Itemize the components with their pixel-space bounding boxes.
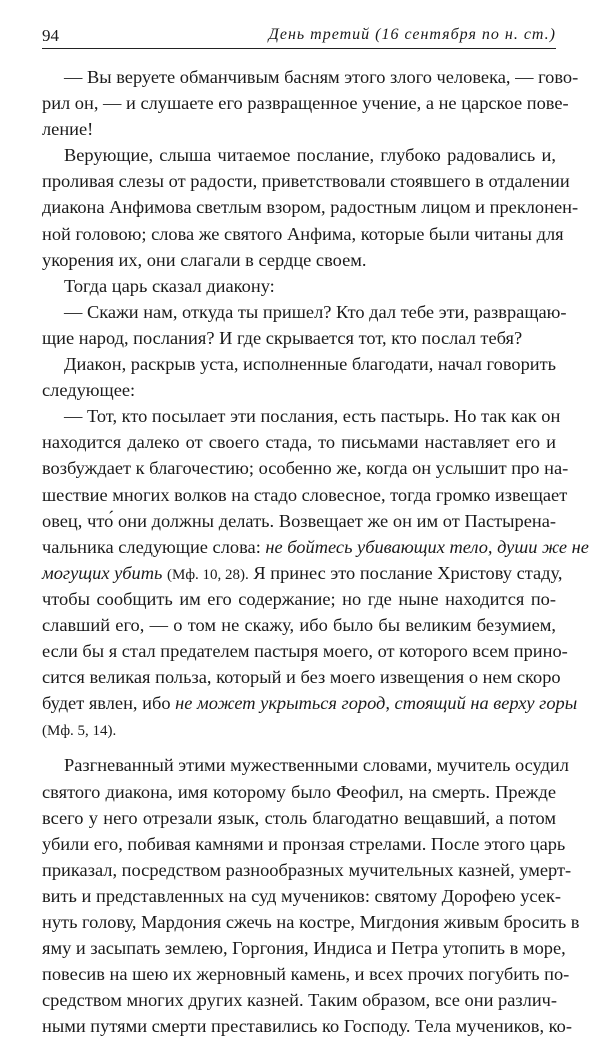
text-line xyxy=(42,560,563,586)
text-line: Разгневанный этими мужественными словами, мучитель осудил xyxy=(64,755,569,776)
text-line: средством многих других казней. Таким образом, все они различ- xyxy=(42,990,558,1011)
running-head: День третий (16 сентября по н. ст.) xyxy=(268,26,556,43)
text-segment: будет явлен, ибо xyxy=(42,693,171,714)
page-header xyxy=(42,22,556,49)
text-line: нуть голову, Мардония сжечь на костре, Мигдония живым бросить в xyxy=(42,912,580,932)
scripture-quote: могущих убить xyxy=(42,562,163,583)
text-line xyxy=(42,690,578,716)
text-line: шествие многих волков на стадо словесное, тогда громко извещает xyxy=(42,484,568,505)
text-line: сится великая польза, который и без моего извещения о нем скоро xyxy=(42,667,561,688)
text-line: проливая слезы от радости, приветствовали стоявшего в отдалении xyxy=(42,171,570,192)
page-number: 94 xyxy=(42,26,59,45)
text-segment: чальника следующие слова: xyxy=(42,536,261,557)
text-line: овец, что́ они должны делать. Возвещает же он им от Пастырена- xyxy=(42,510,556,531)
text-line: Верующие, слыша читаемое послание, глубоко радовались и, xyxy=(64,145,556,166)
text-line: ными путями смерти преставились ко Господу. Тела мучеников, ко- xyxy=(42,1016,572,1037)
text-line: Диакон, раскрыв уста, исполненные благодати, начал говорить xyxy=(64,354,557,375)
text-line: рил он, — и слушаете его развращенное учение, а не царское пове- xyxy=(42,93,569,114)
text-line: находится далеко от своего стада, то письмами наставляет его и xyxy=(42,432,556,453)
text-line: возбуждает к благочестию; особенно же, когда он услышит про на- xyxy=(42,458,569,479)
text-line: — Тот, кто посылает эти послания, есть пастырь. Но так как он xyxy=(64,406,561,427)
text-line: яму и засыпать землею, Горгония, Индиса и Петра утопить в море, xyxy=(42,938,566,959)
text-line: ление! xyxy=(42,119,94,140)
text-line xyxy=(42,716,556,742)
scripture-reference: (Мф. 10, 28). xyxy=(166,566,249,583)
text-line: следующее: xyxy=(42,380,136,401)
text-line: укорения их, они слагали в сердце своем. xyxy=(42,249,367,270)
text-line xyxy=(42,534,589,560)
scripture-quote: не бойтесь убивающих тело, души же не xyxy=(265,536,589,557)
text-line: — Скажи нам, откуда ты пришел? Кто дал тебе эти, развращаю- xyxy=(64,301,567,322)
text-line: Тогда царь сказал диакону: xyxy=(64,275,275,296)
text-line: приказал, посредством разнообразных мучительных казней, умерт- xyxy=(42,859,572,880)
text-line: славший его, — о том не скажу, ибо было бы великим безумием, xyxy=(42,614,556,635)
text-line: диакона Анфимова светлым взором, радостным лицом и преклонен- xyxy=(42,197,579,218)
text-line: — Вы веруете обманчивым басням этого злого человека, — гово- xyxy=(64,67,579,87)
text-line: ной головою; слова же святого Анфима, которые были читаны для xyxy=(42,223,564,244)
body-text xyxy=(42,64,589,1039)
text-line: повесив на шею их жерновный камень, и всех прочих погубить по- xyxy=(42,964,570,985)
text-line: если бы я стал предателем пастыря моего, от которого всем прино- xyxy=(42,641,568,662)
paragraph-gap xyxy=(42,742,556,752)
text-line: святого диакона, имя которому было Феофил, на смерть. Прежде xyxy=(42,781,556,802)
scripture-reference: (Мф. 5, 14). xyxy=(42,723,117,740)
text-line: вить и представленных на суд мучеников: святому Дорофею усек- xyxy=(42,885,562,906)
scripture-quote: не может укрыться город, стоящий на верху горы xyxy=(175,693,578,714)
text-segment: Я принес это послание Христову стаду, xyxy=(253,562,563,583)
text-line: убили его, побивая камнями и пронзая стрелами. После этого царь xyxy=(42,833,566,854)
text-line: всего у него отрезали язык, столь благодатно вещавший, а потом xyxy=(42,807,556,828)
text-line: щие народ, послания? И где скрывается тот, кто послал тебя? xyxy=(42,327,523,348)
text-line: чтобы сообщить им его содержание; но где ныне находится по- xyxy=(42,588,556,609)
